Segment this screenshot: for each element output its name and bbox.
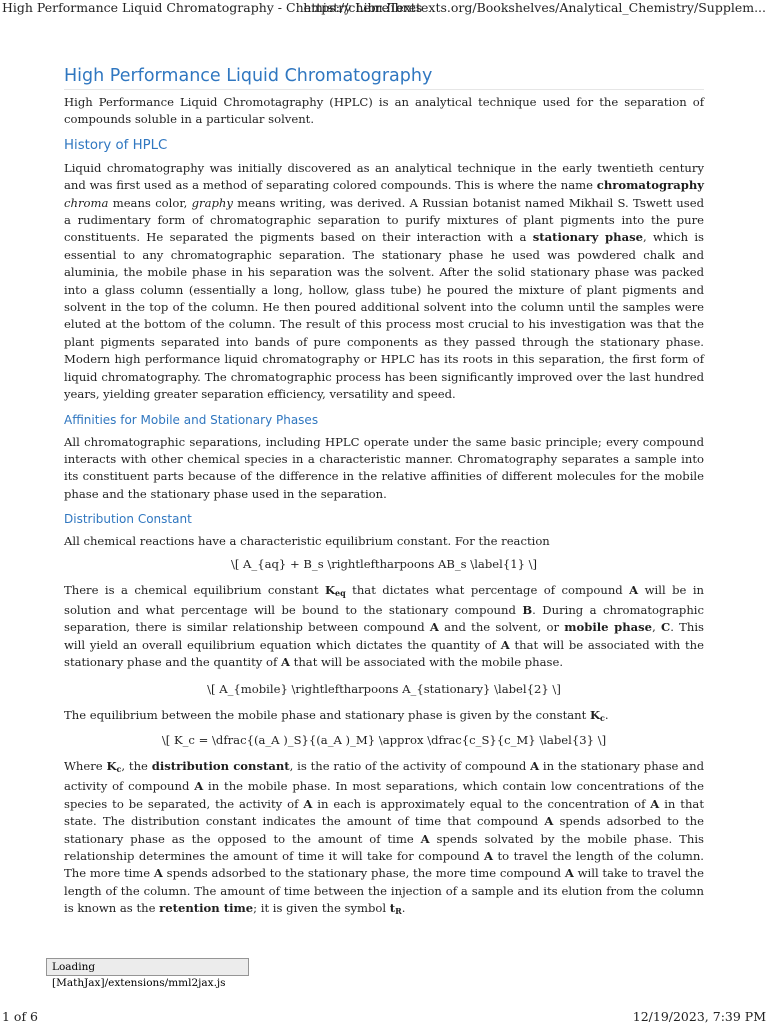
term-stationary-phase: stationary phase	[532, 230, 643, 245]
text-span: , is the ratio of the activity of compound	[289, 758, 531, 773]
text-span: in the mobile phase. In most separations, which contain low concentrations of the species to be separated, the activity of	[64, 779, 704, 811]
term-chromatography: chromatography	[596, 178, 704, 193]
history-paragraph	[64, 160, 704, 404]
symbol-a: A	[629, 582, 639, 597]
text-span: in the stationary phase and activity of compound	[64, 758, 705, 794]
symbol-a: A	[153, 866, 163, 881]
term-chroma: chroma	[64, 195, 109, 210]
text-span: means writing, was derived. A Russian botanist named Mikhail S. Tswett used a rudimentary form of chromatographic separation to purify mixtures of plant pigments into the pure constituents. He separated the pigments based on their interaction with a	[64, 195, 704, 245]
equation-3: \[ K_c = \dfrac{(a_A )_S}{(a_A )_M} \approx \dfrac{c_S}{c_M} \label{3} \]	[161, 732, 607, 747]
symbol-t: t	[389, 901, 396, 916]
page-title: High Performance Liquid Chromatography	[64, 66, 704, 90]
text-span: . This will yield an overall equilibrium equation which dictates the quantity of	[64, 620, 704, 652]
text-span: will be in solution and what percentage will be bound to the stationary compound	[64, 582, 705, 617]
text-span: , the	[121, 758, 152, 773]
equation-2: \[ A_{mobile} \rightleftharpoons A_{stationary} \label{2} \]	[207, 681, 561, 696]
mathjax-loading-status: Loading [MathJax]/extensions/mml2jax.js	[46, 958, 249, 976]
text-span: , which is essential to any chromatographic separation. The stationary phase he used was powdered chalk and aluminia, the mobile phase in his separation was the solvent. After the solid stationary phase was packed into a glass column (essentially a long, hollow, glass tube) he poured the mixture of plant pigments and solvent in the top of the column. He then poured additional solvent into the column until the samples were eluted at the bottom of the column. The result of this process most crucial to his investigation was that the plant pigments separated into bands of pure components as they passed through the stationary phase. Modern high performance liquid chromatography or HPLC has its roots in this separation, the first form of liquid chromatography. The chromatographic process has been significantly improved over the last hundred years, yielding greater separation efficiency, versatility and speed.	[64, 230, 704, 402]
symbol-b: B	[522, 602, 533, 617]
print-timestamp: 12/19/2023, 7:39 PM	[632, 1009, 766, 1024]
affinities-paragraph: All chromatographic separations, including HPLC operate under the same basic principle; every compound interacts with other chemical species in a characteristic manner. Chromatography separates a sample into its constituent parts because of the difference in the relative affinities of different molecules for the mobile phase and the stationary phase used in the separation.	[64, 434, 704, 501]
text-span: and the solvent, or	[438, 620, 565, 635]
section-heading-history: History of HPLC	[64, 137, 168, 153]
text-span: means color,	[108, 195, 192, 210]
text-span: There is a chemical equilibrium constant	[64, 582, 325, 597]
term-retention-time: retention time	[159, 901, 254, 916]
subscript-eq: eq	[335, 587, 346, 598]
distribution-paragraph-2	[64, 582, 704, 672]
text-span: in that state. The distribution constant indicates the amount of time that compound	[64, 796, 704, 829]
symbol-a: A	[530, 758, 540, 773]
symbol-k: K	[324, 582, 336, 597]
distribution-paragraph-1: All chemical reactions have a characteristic equilibrium constant. For the reaction	[64, 534, 550, 549]
symbol-k: K	[589, 707, 601, 722]
text-span: that dictates what percentage of compound	[345, 582, 630, 597]
symbol-a: A	[429, 620, 439, 635]
symbol-a: A	[650, 796, 660, 811]
symbol-a: A	[194, 779, 204, 794]
section-heading-distribution: Distribution Constant	[64, 512, 192, 527]
term-mobile-phase: mobile phase	[564, 620, 653, 635]
symbol-a: A	[484, 849, 494, 863]
subscript-r: R	[395, 906, 402, 917]
distribution-paragraph-3	[64, 707, 704, 727]
text-span: spends adsorbed to the stationary phase, the more time compound	[162, 866, 565, 881]
symbol-a: A	[500, 637, 510, 652]
symbol-a: A	[303, 796, 313, 811]
symbol-c: C	[660, 620, 671, 635]
text-span: that will be associated with the stationary phase and the quantity of	[64, 637, 705, 670]
intro-paragraph: High Performance Liquid Chromotagraphy (HPLC) is an analytical technique used for the separation of compounds soluble in a particular solvent.	[64, 95, 704, 127]
text-span: spends adsorbed to the stationary phase as the opposed to the amount of time	[64, 814, 704, 846]
subscript-c: c	[600, 712, 605, 723]
distribution-paragraph-4	[64, 758, 704, 921]
page-header-title: High Performance Liquid Chromatography - Chemistry LibreTexts	[2, 0, 423, 15]
article	[64, 66, 704, 930]
symbol-a: A	[420, 831, 430, 846]
page-header-url[interactable]: https://chem.libretexts.org/Bookshelves/Analytical_Chemistry/Supplem...	[303, 0, 766, 15]
text-span: . During a chromatographic separation, there is similar relationship between compound	[64, 602, 704, 635]
subscript-c: c	[116, 763, 122, 774]
text-span: Liquid chromatography was initially discovered as an analytical technique in the early twentieth century and was first used as a method of separating colored compounds. This is where the name	[64, 160, 704, 193]
text-span: .	[604, 707, 609, 722]
text-span: spends solvated by the mobile phase. This relationship determines the amount of time it will take for compound	[64, 831, 704, 863]
symbol-a: A	[544, 814, 554, 829]
text-span: ,	[652, 620, 661, 635]
text-span: to travel the length of the column. The more time	[64, 849, 704, 881]
term-distribution-constant: distribution constant	[151, 758, 290, 773]
symbol-tr	[390, 901, 402, 915]
page-indicator: 1 of 6	[2, 1009, 39, 1024]
symbol-keq	[325, 583, 346, 597]
text-span: ; it is given the symbol	[253, 901, 390, 916]
text-span: in each is approximately equal to the concentration of	[312, 796, 651, 811]
symbol-kc	[590, 708, 605, 722]
text-span: Where	[64, 758, 107, 773]
equation-1: \[ A_{aq} + B_s \rightleftharpoons AB_s \label{1} \]	[230, 556, 538, 571]
text-span: .	[401, 901, 406, 916]
symbol-k: K	[106, 758, 117, 773]
text-span: that will be associated with the mobile phase.	[289, 655, 564, 670]
symbol-a: A	[280, 655, 290, 670]
term-graphy: graphy	[191, 195, 233, 210]
text-span: The equilibrium between the mobile phase and stationary phase is given by the constant	[64, 707, 590, 722]
symbol-kc	[106, 759, 121, 773]
text-span: will take to travel the length of the column. The amount of time between the injection of a sample and its elution from the column is known as the	[64, 866, 704, 916]
section-heading-affinities: Affinities for Mobile and Stationary Phases	[64, 412, 319, 427]
symbol-a: A	[564, 866, 574, 881]
